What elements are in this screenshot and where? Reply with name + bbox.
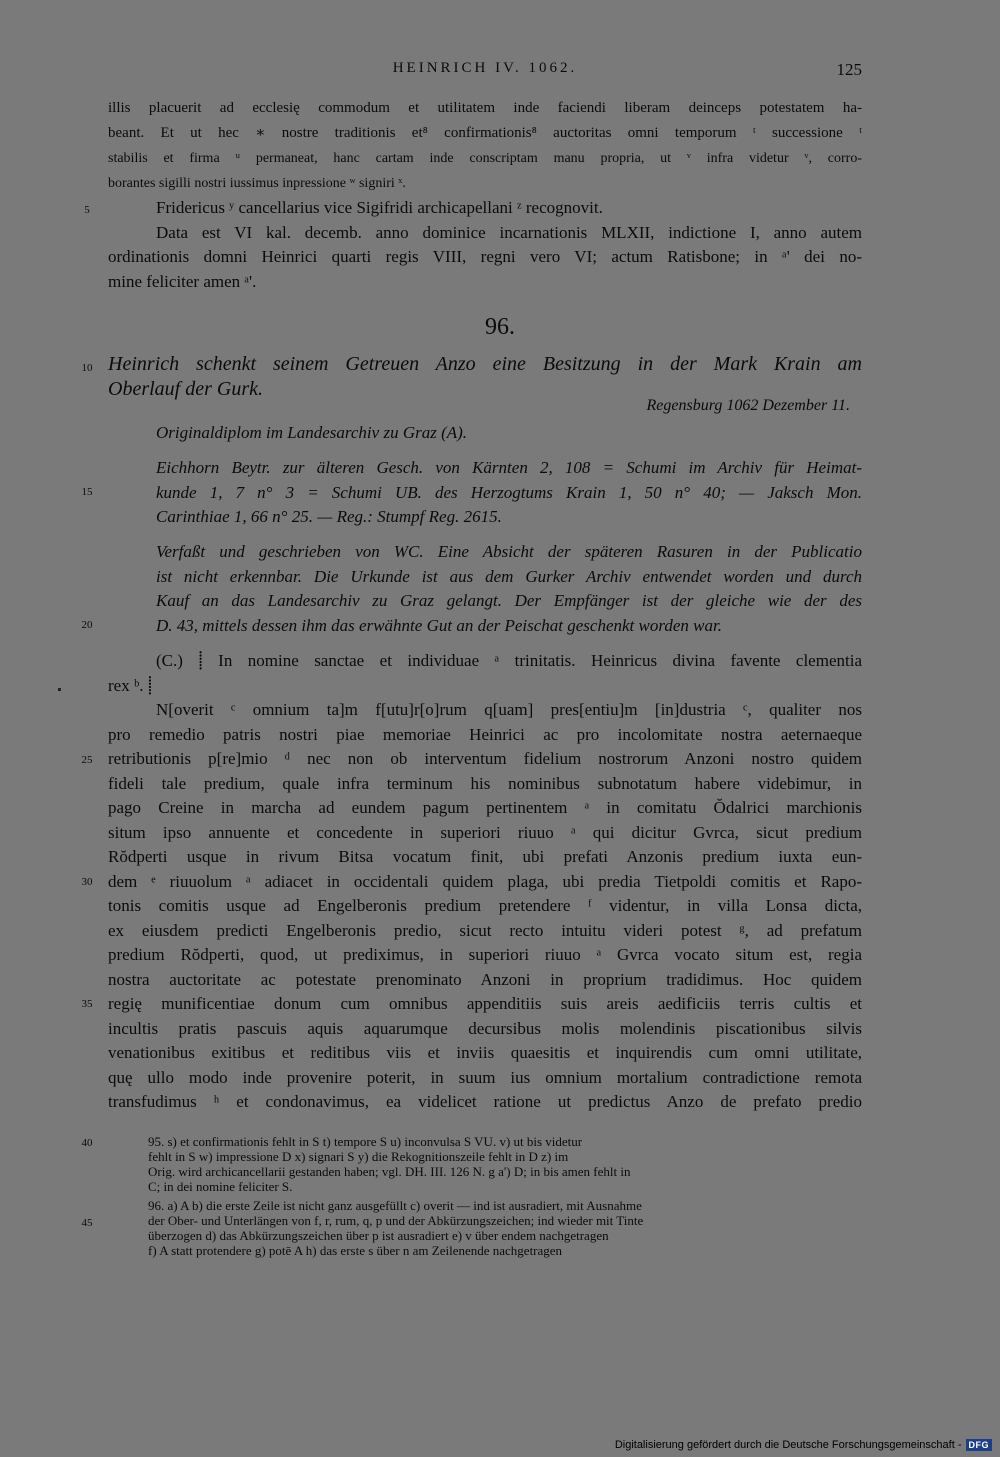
text-line: ex eiusdem predicti Engelberonis predio, sicut recto intuitu videri potest ᵍ, ad prefatum (108, 920, 862, 940)
footnote-line: 95. s) et confirmationis fehlt in S t) tempore S u) inconvulsa S VU. v) ut bis videtur (148, 1134, 583, 1149)
original-source (156, 421, 862, 446)
line-number: 20 (81, 619, 93, 631)
text-line: illis placuerit ad ecclesię commodum et utilitatem inde faciendi liberam deinceps potestatem ha- (108, 100, 862, 116)
place-date: Regensburg 1062 Dezember 11. (646, 397, 850, 414)
text-line: Fridericus ʸ cancellarius vice Sigifridi archicapellani ᶻ recognovit. (156, 198, 603, 217)
footnote-line: C; in dei nomine feliciter S. (148, 1179, 293, 1194)
text-line: N[overit ᶜ omnium ta]m f[utu]r[o]rum q[uam] pres[entiu]m [in]dustria ᶜ, qualiter nos (156, 700, 862, 719)
text-line: pago Creine in marcha ad eundem pagum pertinentem ᵃ in comitatu Ŏdalrici marchionis (108, 798, 862, 817)
previous-document-ending (108, 96, 862, 294)
digitization-footer (615, 1439, 992, 1451)
line-number: 40 (81, 1137, 93, 1149)
margin-dot (58, 688, 61, 691)
commentary-line: Verfaßt und geschrieben von WC. Eine Absicht der späteren Rasuren in der Publicatio (156, 542, 862, 561)
footer-text: Digitalisierung gefördert durch die Deutsche Forschungsgemeinschaft - (614, 1439, 962, 1451)
page-header (108, 60, 862, 82)
text-line: nostra auctoritate ac potestate prenominato Anzoni in proprium tradidimus. Hoc quidem (108, 969, 862, 989)
commentary (156, 540, 862, 638)
text-line: dem ᵉ riuuolum ᵃ adiacet in occidentali quidem plaga, ubi predia Tietpoldi comitis et Rapo- (108, 871, 862, 891)
text-line: quę ullo modo inde provenire poterit, in suum ius omnium mortalium contradictione remota (108, 1067, 862, 1087)
text-line: incultis pratis pascuis aquis aquarumque decursibus molis molendinis piscationibus silvis (108, 1018, 862, 1038)
commentary-line: Kauf an das Landesarchiv zu Graz gelangt. Der Empfänger ist der gleiche wie der des (156, 591, 862, 610)
line-number: 25 (81, 754, 93, 766)
text-line: stabilis et firma ᵘ permaneat, hanc cartam inde conscriptam manu propria, ut ᵛ infra videtur ᵛ, corro- (108, 151, 862, 166)
text-line: ordinationis domni Heinrici quarti regis VIII, regni vero VI; actum Ratisbone; in ᵃ' dei no- (108, 247, 862, 266)
text-line: regię munificentiae donum cum omnibus appenditiis suis areis aedificiis terris cultis et (108, 994, 862, 1013)
document-title (108, 352, 862, 401)
text-line: retributionis p[re]mio ᵈ nec non ob interventum fidelium nostrorum Anzoni nostro quidem (108, 749, 862, 768)
footnote-line: der Ober- und Unterlängen von f, r, rum, q, p und der Abkürzungszeichen; ind wieder mit Tinte (148, 1213, 644, 1228)
text-line: transfudimus ʰ et condonavimus, ea videlicet ratione ut predictus Anzo de prefato predio (108, 1092, 862, 1111)
text-line: mine feliciter amen ᵃ'. (108, 271, 257, 291)
text-line: predium Rŏdperti, quod, ut prediximus, in superiori riuuo ᵃ Gvrca vocato situm est, regia (108, 945, 862, 964)
text-line: Rŏdperti usque in rivum Bitsa vocatum finit, ubi prefati Anzonis predium iuxta eun- (108, 847, 862, 866)
page-number: 125 (836, 60, 862, 79)
text-line: Data est VI kal. decemb. anno dominice incarnationis MLXII, indictione I, anno autem (156, 222, 862, 242)
original-line: Originaldiplom im Landesarchiv zu Graz (A). (156, 423, 468, 442)
text-line: (C.) ⸽ In nomine sanctae et individuae ᵃ trinitatis. Heinricus divina favente clementia (156, 651, 862, 670)
line-number: 10 (81, 362, 93, 374)
running-title: HEINRICH IV. 1062. (392, 60, 578, 76)
footnote-line: f) A statt protendere g) potē A h) das erste s über n am Zeilenende nachgetragen (148, 1243, 563, 1258)
line-number: 5 (84, 204, 90, 216)
text-line: situm ipso annuente et concedente in superiori riuuo ᵃ qui dicitur Gvrca, sicut predium (108, 822, 862, 842)
text-line: tonis comitis usque ad Engelberonis predium pretendere ᶠ videntur, in villa Lonsa dicta, (108, 896, 862, 915)
commentary-line: D. 43, mittels dessen ihm das erwähnte Gut an der Peischat geschenkt worden war. (156, 615, 722, 635)
commentary-line: ist nicht erkennbar. Die Urkunde ist aus dem Gurker Archiv entwendet worden und durch (156, 566, 862, 586)
footnotes (108, 1134, 862, 1258)
line-number: 15 (81, 486, 93, 498)
footnote-line: 96. a) A b) die erste Zeile ist nicht ganz ausgefüllt c) overit — ind ist ausradiert, mit Ausnahme (148, 1198, 642, 1213)
line-number: 45 (81, 1217, 93, 1229)
line-number: 30 (81, 876, 93, 888)
footnote-line: Orig. wird archicancellarii gestanden haben; vgl. DH. III. 126 N. g a') D; in bis amen fehlt in (148, 1164, 631, 1179)
editions (156, 456, 862, 530)
text-line: beant. Et ut hec ∗ nostre traditionis et⁸ confirmationis⁸ auctoritas omni temporum ᵗ successione ᵗ (108, 125, 862, 141)
footnote-line: fehlt in S w) impressione D x) signari S y) die Rekognitionszeile fehlt in D z) im (148, 1149, 569, 1164)
title-line: Oberlauf der Gurk. (108, 377, 263, 400)
document-number: 96. (485, 314, 515, 340)
line-number: 35 (81, 998, 93, 1010)
dfg-logo: DFG (966, 1439, 993, 1451)
edition-line: Carinthiae 1, 66 n° 25. — Reg.: Stumpf Reg. 2615. (156, 507, 502, 526)
text-line: venationibus exitibus et reditibus viis et inviis quaesitis et inquirendis cum omni utilitate, (108, 1043, 862, 1062)
text-line: fideli tale predium, quale infra terminum his nominibus subnotatum habere videbimur, in (108, 773, 862, 793)
charter-text (108, 649, 862, 1115)
edition-line: Eichhorn Beytr. zur älteren Gesch. von Kärnten 2, 108 = Schumi im Archiv für Heimat- (156, 458, 862, 477)
title-line: Heinrich schenkt seinem Getreuen Anzo eine Besitzung in der Mark Krain am (108, 353, 862, 375)
edition-line: kunde 1, 7 n° 3 = Schumi UB. des Herzogtums Krain 1, 50 n° 40; — Jaksch Mon. (156, 482, 862, 502)
footnote-line: überzogen d) das Abkürzungszeichen über p ist ausradiert e) v über endem nachgetragen (148, 1228, 609, 1243)
text-line: rex ᵇ. ⸽ (108, 675, 153, 695)
text-line: borantes sigilli nostri iussimus inpressione ʷ signiri ˣ. (108, 176, 406, 191)
text-line: pro remedio patris nostri piae memoriae Heinrici ac pro incolomitate nostra aeternaeque (108, 724, 862, 744)
